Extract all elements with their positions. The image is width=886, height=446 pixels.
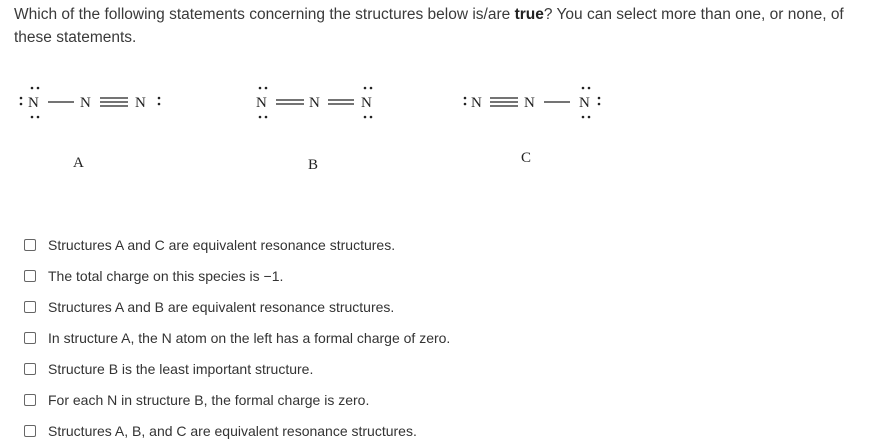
lone-pair-dot bbox=[588, 116, 591, 119]
option-checkbox[interactable] bbox=[24, 239, 36, 251]
lone-pair-dot bbox=[37, 116, 40, 119]
lone-pair-dot bbox=[158, 103, 161, 106]
lone-pair-dot bbox=[31, 87, 34, 90]
structure-b bbox=[256, 87, 372, 173]
lone-pair-dot bbox=[364, 87, 367, 90]
lewis-structures-svg bbox=[0, 78, 886, 188]
lone-pair-dot bbox=[598, 103, 601, 106]
option-label: The total charge on this species is −1. bbox=[48, 267, 284, 284]
option-checkbox[interactable] bbox=[24, 332, 36, 344]
lone-pair-dot bbox=[259, 87, 262, 90]
option-checkbox[interactable] bbox=[24, 301, 36, 313]
lone-pair-dot bbox=[464, 103, 467, 106]
lone-pair-dot bbox=[37, 87, 40, 90]
question-emphasis: true bbox=[514, 6, 544, 23]
atom-c2: N bbox=[524, 95, 535, 111]
option-label: Structures A, B, and C are equivalent resonance structures. bbox=[48, 422, 417, 439]
lone-pair-dot bbox=[20, 97, 23, 100]
atom-c1: N bbox=[471, 95, 482, 111]
atom-b2: N bbox=[309, 95, 320, 111]
option-checkbox[interactable] bbox=[24, 425, 36, 437]
lone-pair-dot bbox=[588, 87, 591, 90]
lone-pair-dot bbox=[265, 116, 268, 119]
option-3[interactable] bbox=[24, 291, 864, 322]
option-2[interactable] bbox=[24, 260, 864, 291]
option-checkbox[interactable] bbox=[24, 270, 36, 282]
lone-pair-dot bbox=[259, 116, 262, 119]
option-checkbox[interactable] bbox=[24, 363, 36, 375]
atom-b3: N bbox=[361, 95, 372, 111]
option-label: Structure B is the least important structure. bbox=[48, 360, 314, 377]
atom-a2: N bbox=[80, 95, 91, 111]
option-6[interactable] bbox=[24, 384, 864, 415]
option-4[interactable] bbox=[24, 322, 864, 353]
lone-pair-dot bbox=[370, 87, 373, 90]
structure-a bbox=[20, 87, 161, 171]
answer-options bbox=[24, 229, 864, 446]
lone-pair-dot bbox=[464, 97, 467, 100]
option-7[interactable] bbox=[24, 415, 864, 446]
atom-a3: N bbox=[135, 95, 146, 111]
option-label: Structures A and C are equivalent resonance structures. bbox=[48, 236, 396, 253]
option-5[interactable] bbox=[24, 353, 864, 384]
atom-c3: N bbox=[579, 95, 590, 111]
option-1[interactable] bbox=[24, 229, 864, 260]
lone-pair-dot bbox=[598, 97, 601, 100]
option-label: In structure A, the N atom on the left has a formal charge of zero. bbox=[48, 329, 451, 346]
option-label: Structures A and B are equivalent resonance structures. bbox=[48, 298, 395, 315]
atom-a1: N bbox=[28, 95, 39, 111]
lewis-structures-figure bbox=[0, 78, 886, 188]
lone-pair-dot bbox=[20, 103, 23, 106]
label-a: A bbox=[73, 155, 84, 171]
lone-pair-dot bbox=[582, 116, 585, 119]
atom-b1: N bbox=[256, 95, 267, 111]
option-label: For each N in structure B, the formal charge is zero. bbox=[48, 391, 370, 408]
lone-pair-dot bbox=[582, 87, 585, 90]
option-checkbox[interactable] bbox=[24, 394, 36, 406]
lone-pair-dot bbox=[370, 116, 373, 119]
question-text-start: Which of the following statements concerning the structures below is/are bbox=[14, 6, 515, 23]
lone-pair-dot bbox=[265, 87, 268, 90]
question-text bbox=[14, 3, 874, 49]
lone-pair-dot bbox=[158, 97, 161, 100]
lone-pair-dot bbox=[364, 116, 367, 119]
label-b: B bbox=[308, 157, 319, 173]
structure-c bbox=[464, 87, 601, 166]
lone-pair-dot bbox=[31, 116, 34, 119]
question-text-end: ? You can select more than one, or none, of these statements. bbox=[14, 6, 844, 46]
label-c: C bbox=[521, 150, 532, 166]
